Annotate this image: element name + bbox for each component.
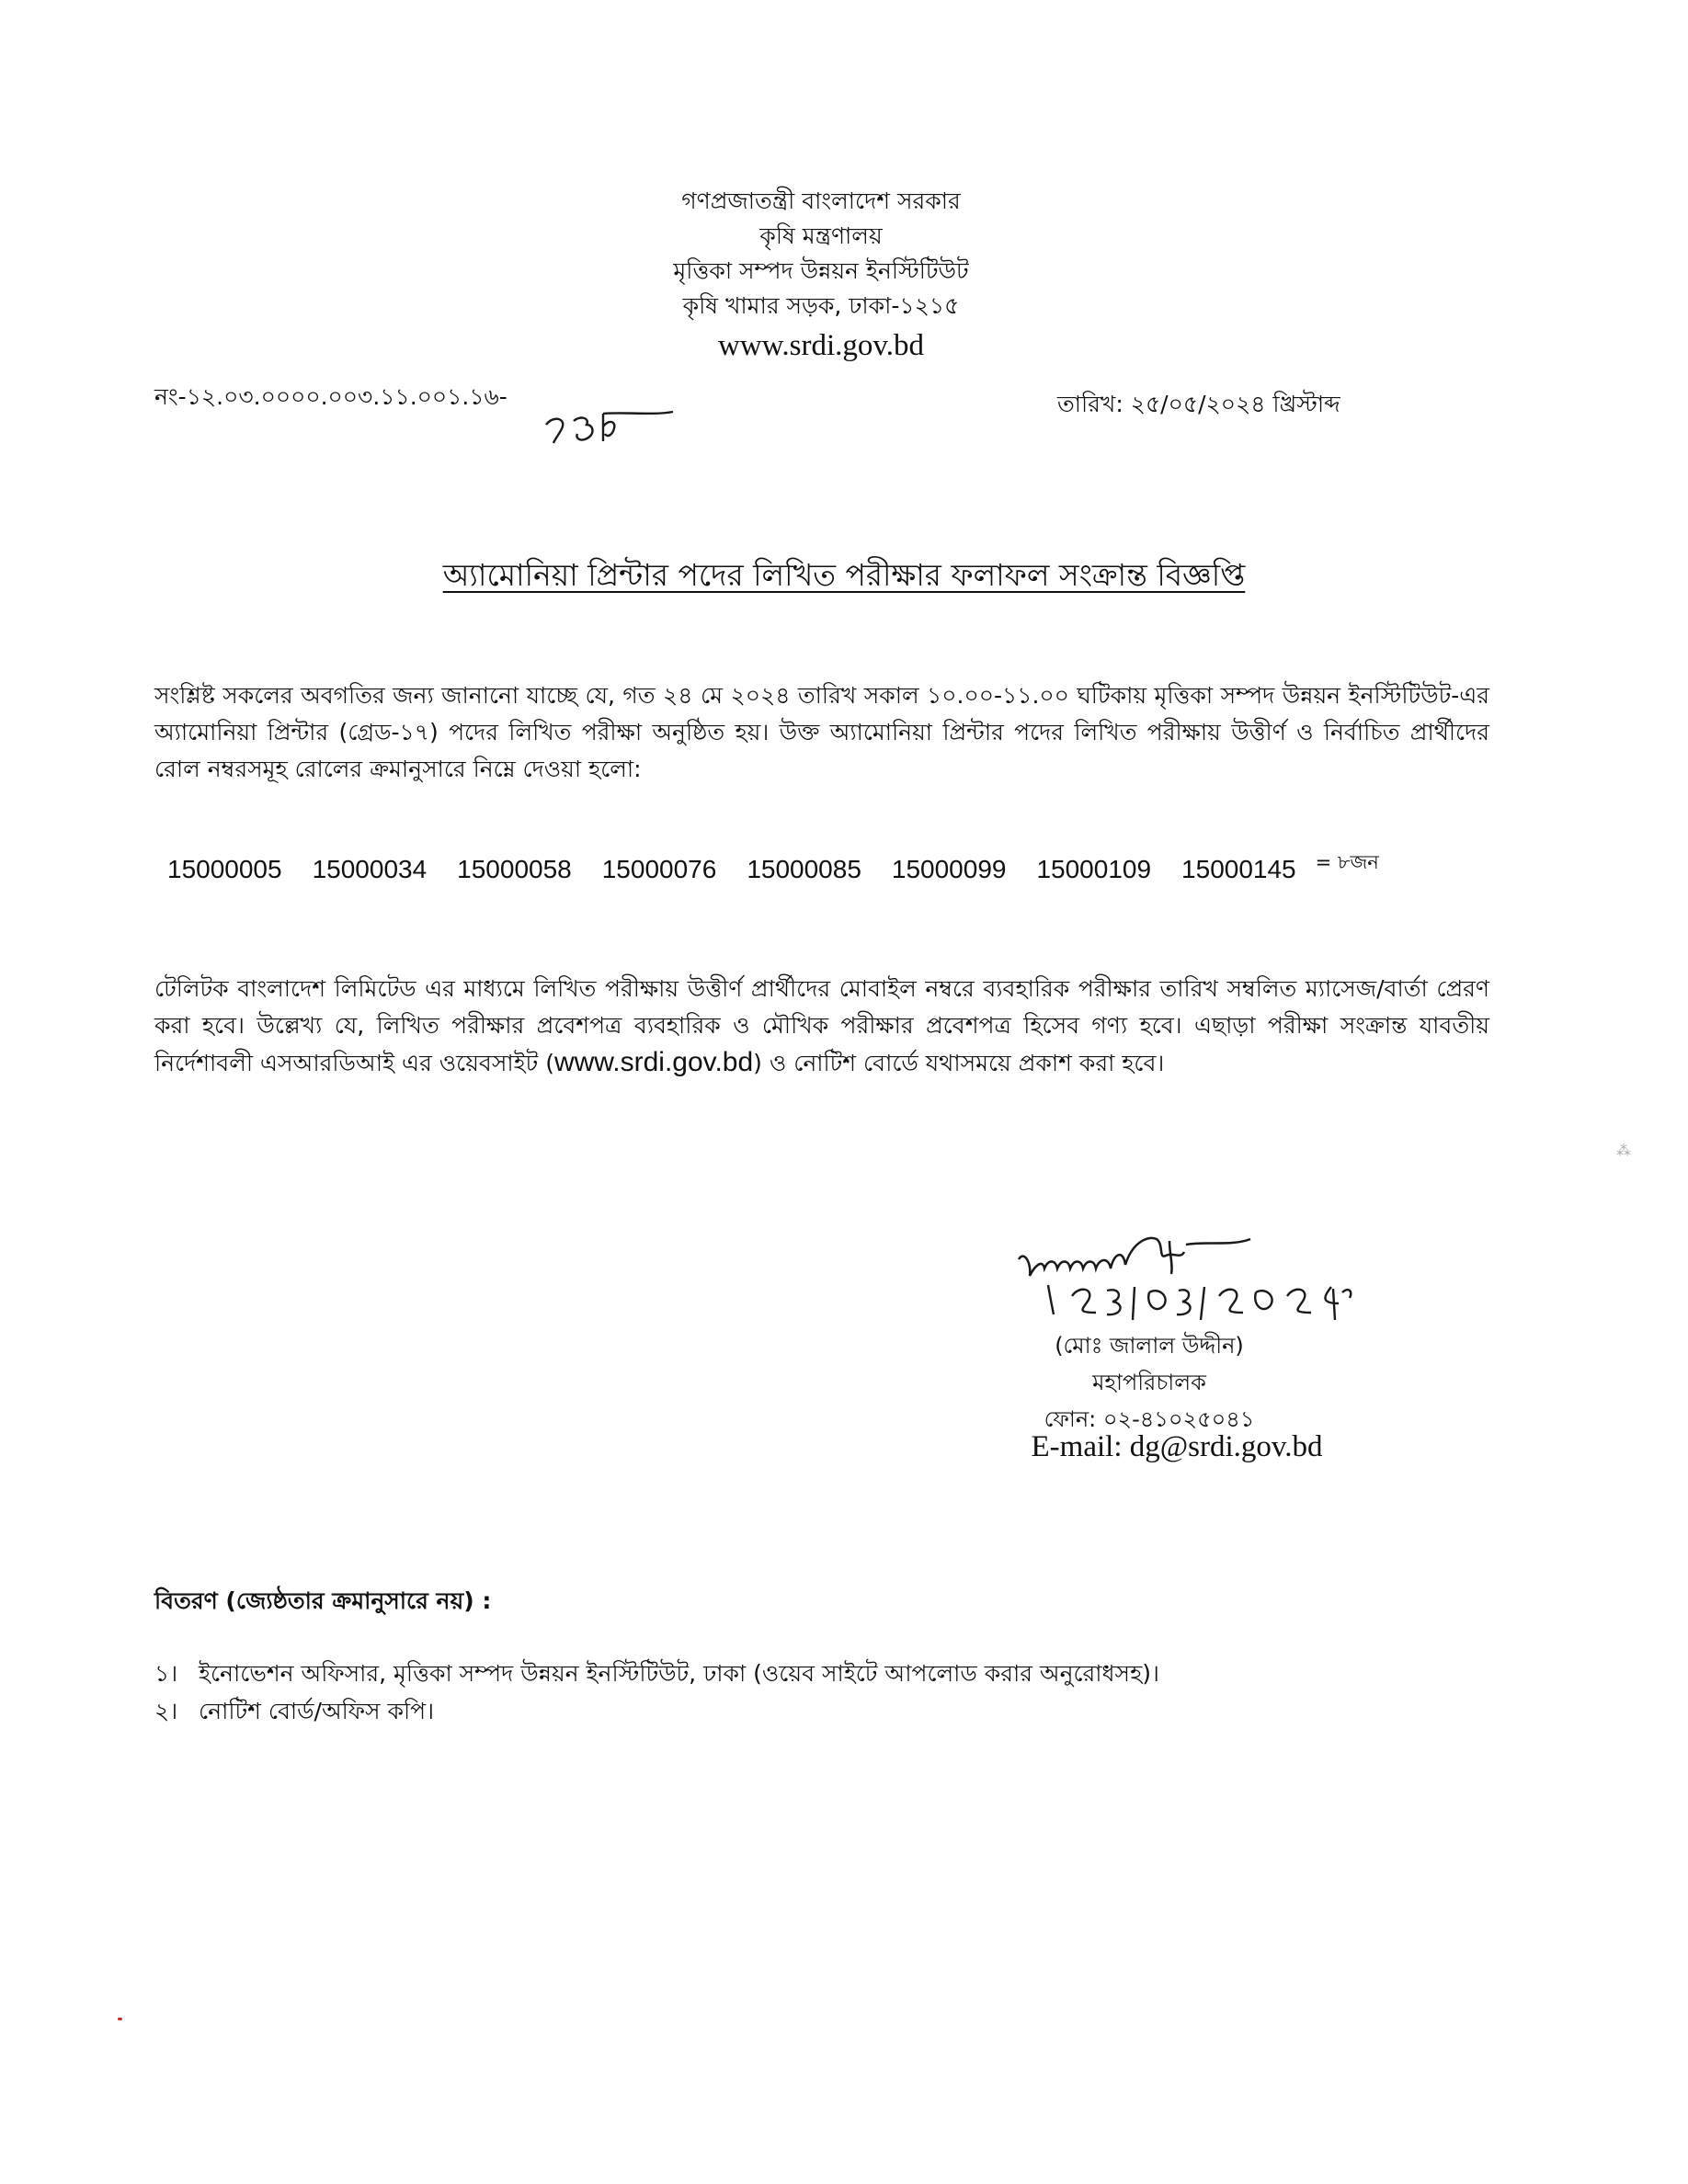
- signatory-email: E-mail: dg@srdi.gov.bd: [1031, 1430, 1323, 1463]
- roll-number: 15000034: [312, 855, 428, 883]
- memo-number: [154, 379, 508, 418]
- letterhead: [0, 184, 1688, 366]
- notice-title: [0, 552, 1688, 603]
- roll-number: 15000099: [891, 855, 1007, 883]
- website-inline-link: www.srdi.gov.bd: [553, 1047, 754, 1077]
- signatory-name: (মোঃ জালাল উদ্দীন): [1055, 1333, 1244, 1359]
- institute-website: www.srdi.gov.bd: [718, 329, 924, 362]
- signatory-designation: মহাপরিচালক: [1092, 1370, 1206, 1395]
- institute-address: কৃষি খামার সড়ক, ঢাকা-১২১৫: [682, 292, 960, 319]
- government-name: গণপ্রজাতন্ত্রী বাংলাদেশ সরকার: [681, 188, 961, 214]
- distribution-item: [154, 1655, 1534, 1692]
- roll-number: 15000109: [1036, 855, 1152, 883]
- distribution-item-number: ১।: [154, 1660, 178, 1687]
- roll-number: 15000085: [747, 855, 861, 883]
- scan-speck: [118, 2018, 122, 2020]
- handwritten-memo-number: [542, 410, 680, 447]
- ministry-name: কৃষি মন্ত্রণালয়: [759, 222, 883, 249]
- memo-date: তারিখ: ২৫/০৫/২০২৪ খ্রিস্টাব্দ: [1057, 391, 1340, 417]
- intro-paragraph: সংশ্লিষ্ট সকলের অবগতির জন্য জানানো যাচ্ছে যে, গত ২৪ মে ২০২৪ তারিখ সকাল ১০.০০-১১.০০ ঘটিকায় মৃত্তিকা সম্পদ উন্নয়ন ইনস্টিটিউট-এর অ্যামোনিয়া প্রিন্টার (গ্রেড-১৭) পদের লিখিত পরীক্ষা অনুষ্ঠিত হয়। উক্ত অ্যামোনিয়া প্রিন্টার পদের লিখিত পরীক্ষায় উত্তীর্ণ ও নির্বাচিত প্রার্থীদের রোল নম্বরসমূহ রোলের ক্রমানুসারে নিম্নে দেওয়া হলো:: [154, 682, 1489, 782]
- roll-number: 15000145: [1181, 855, 1296, 883]
- distribution-item-text: ইনোভেশন অফিসার, মৃত্তিকা সম্পদ উন্নয়ন ইনস্টিটিউট, ঢাকা (ওয়েব সাইটে আপলোড করার অনুরোধসহ)।: [199, 1660, 1159, 1687]
- institute-name: মৃত্তিকা সম্পদ উন্নয়ন ইনস্টিটিউট: [673, 257, 969, 284]
- roll-number-list: [167, 851, 1379, 887]
- signatory-phone: ফোন: ০২-৪১০২৫০৪১: [1044, 1406, 1255, 1432]
- roll-number: 15000076: [601, 855, 717, 883]
- instruction-text-start: টেলিটক বাংলাদেশ লিমিটেড এর মাধ্যমে লিখিত পরীক্ষায় উত্তীর্ণ প্রার্থীদের মোবাইল নম্বরে ব্যবহারিক পরীক্ষার তারিখ সম্বলিত ম্যাসেজ/বার্তা প্রেরণ করা হবে। উল্লেখ্য যে, লিখিত পরীক্ষার প্রবেশপত্র ব্যবহারিক ও মৌখিক পরীক্ষার প্রবেশপত্র হিসেব গণ্য হবে। এছাড়া পরীক্ষা সংক্রান্ত যাবতীয় নির্দেশাবলী এসআরডিআই এর ওয়েবসাইট (: [154, 975, 1489, 1076]
- scan-smudge: ⁂: [1616, 1142, 1631, 1159]
- roll-count: = ৮জন: [1315, 851, 1379, 873]
- distribution-title: বিতরণ (জ্যেষ্ঠতার ক্রমানুসারে নয়) :: [154, 1587, 492, 1614]
- roll-number: 15000058: [457, 855, 572, 883]
- roll-number: 15000005: [167, 855, 282, 883]
- distribution-list: [154, 1655, 1534, 1730]
- distribution-item: [154, 1692, 1534, 1730]
- memo-number-text: নং-১২.০৩.০০০০.০০৩.১১.০০১.১৬-: [154, 383, 508, 410]
- distribution-item-number: ২।: [154, 1698, 178, 1724]
- notice-title-text: অ্যামোনিয়া প্রিন্টার পদের লিখিত পরীক্ষার ফলাফল সংক্রান্ত বিজ্ঞপ্তি: [442, 557, 1246, 593]
- instruction-text-end: ) ও নোটিশ বোর্ডে যথাসময়ে প্রকাশ করা হবে।: [753, 1050, 1165, 1076]
- distribution-item-text: নোটিশ বোর্ড/অফিস কপি।: [199, 1698, 435, 1724]
- instruction-paragraph: [154, 971, 1489, 1082]
